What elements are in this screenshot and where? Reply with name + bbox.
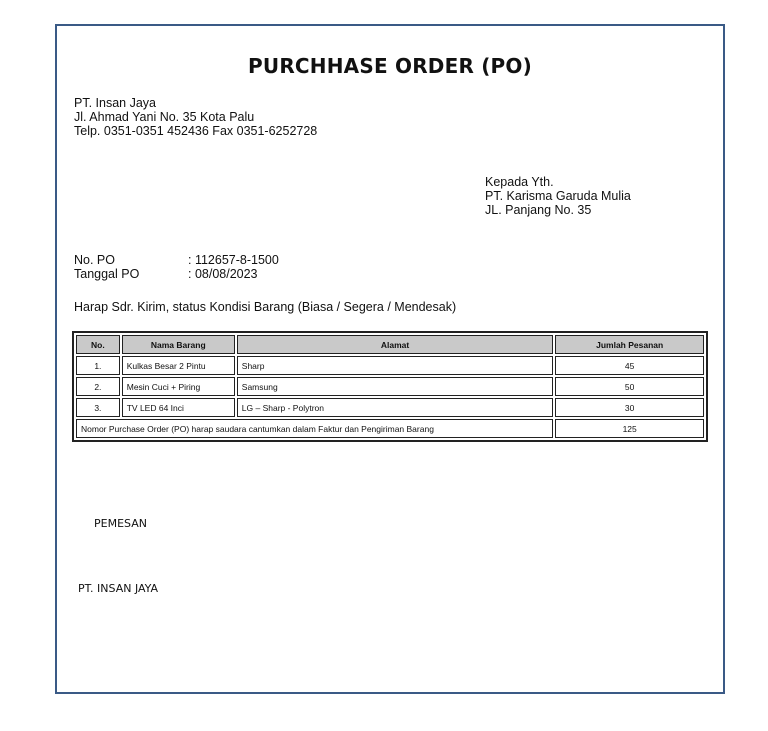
header-jumlah-pesanan: Jumlah Pesanan xyxy=(555,335,704,354)
recipient-block xyxy=(485,175,631,217)
cell-no: 1. xyxy=(76,356,120,375)
recipient-name: PT. Karisma Garuda Mulia xyxy=(485,189,631,203)
delivery-instruction: Harap Sdr. Kirim, status Kondisi Barang (Biasa / Segera / Mendesak) xyxy=(74,300,457,314)
recipient-address: JL. Panjang No. 35 xyxy=(485,203,592,217)
document-title: PURCHHASE ORDER (PO) xyxy=(248,54,532,78)
cell-nama-barang: TV LED 64 Inci xyxy=(122,398,235,417)
cell-alamat: LG – Sharp - Polytron xyxy=(237,398,554,417)
signature-company: PT. INSAN JAYA xyxy=(78,582,159,595)
company-address: Jl. Ahmad Yani No. 35 Kota Palu xyxy=(74,110,255,124)
po-number-label: No. PO xyxy=(74,253,115,267)
cell-no: 3. xyxy=(76,398,120,417)
table-row xyxy=(76,398,704,417)
table-footer-row xyxy=(76,419,704,438)
cell-jumlah: 30 xyxy=(555,398,704,417)
cell-nama-barang: Kulkas Besar 2 Pintu xyxy=(122,356,235,375)
document-page xyxy=(55,24,725,694)
cell-no: 2. xyxy=(76,377,120,396)
header-nama-barang: Nama Barang xyxy=(122,335,235,354)
order-table xyxy=(72,331,708,442)
cell-jumlah: 50 xyxy=(555,377,704,396)
po-meta xyxy=(74,253,279,281)
footer-total: 125 xyxy=(555,419,704,438)
footer-note: Nomor Purchase Order (PO) harap saudara cantumkan dalam Faktur dan Pengiriman Barang xyxy=(76,419,553,438)
cell-nama-barang: Mesin Cuci + Piring xyxy=(122,377,235,396)
po-date-label: Tanggal PO xyxy=(74,267,140,281)
header-no: No. xyxy=(76,335,120,354)
table-row xyxy=(76,356,704,375)
po-number-value: : 112657-8-1500 xyxy=(188,253,279,267)
signature-role: PEMESAN xyxy=(94,517,147,530)
company-block xyxy=(74,96,317,138)
cell-alamat: Samsung xyxy=(237,377,554,396)
company-phone: Telp. 0351-0351 452436 Fax 0351-6252728 xyxy=(74,124,318,138)
company-name: PT. Insan Jaya xyxy=(74,96,156,110)
cell-alamat: Sharp xyxy=(237,356,554,375)
table-header-row xyxy=(76,335,704,354)
recipient-salutation: Kepada Yth. xyxy=(485,175,554,189)
table-row xyxy=(76,377,704,396)
header-alamat: Alamat xyxy=(237,335,554,354)
cell-jumlah: 45 xyxy=(555,356,704,375)
po-date-value: : 08/08/2023 xyxy=(188,267,258,281)
